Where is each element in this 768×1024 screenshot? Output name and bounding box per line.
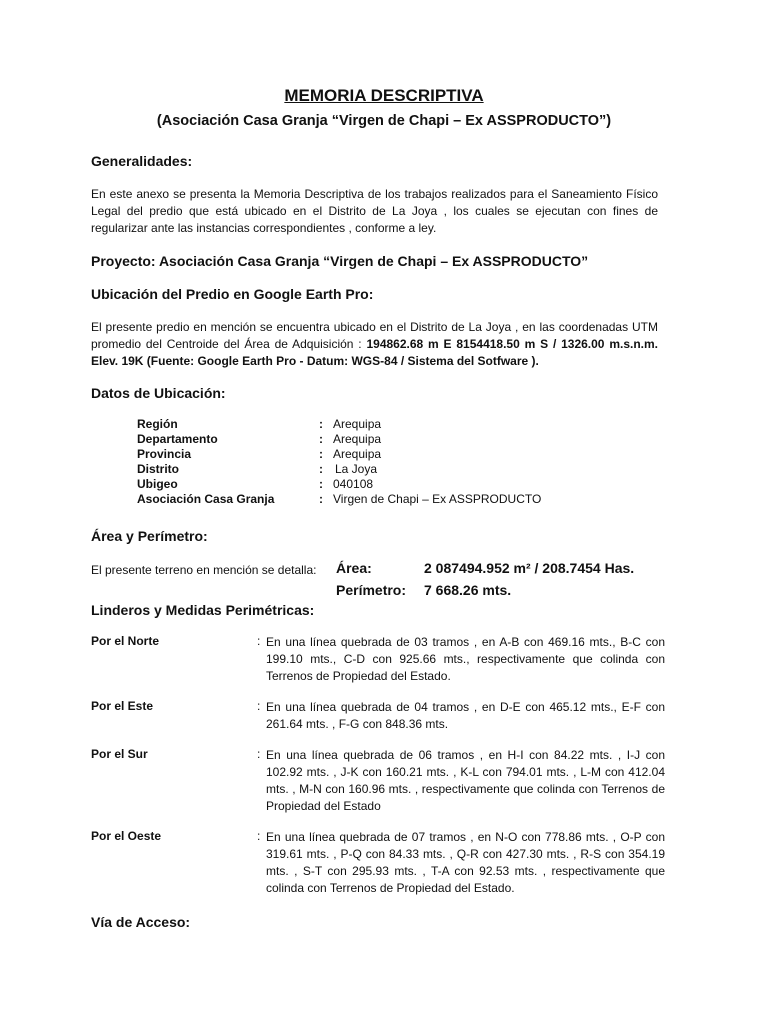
ubicacion-coordinates: 194862.68 m E 8154418.50 m S / 1326.00 m.s.n.m. Elev. 19K (Fuente: Google Earth Pro - Datum: WGS-84 / Sistema del Sotfware ). — [91, 337, 658, 368]
ubicacion-heading: Ubicación del Predio en Google Earth Pro: — [91, 286, 374, 302]
lindero-colon: : — [257, 699, 261, 713]
datos-colon: : — [319, 477, 323, 491]
datos-key: Distrito — [137, 462, 179, 476]
lindero-este-value: En una línea quebrada de 04 tramos , en D-E con 465.12 mts., E-F con 261.64 mts. , F-G con 848.36 mts. — [266, 700, 665, 731]
datos-value: 040108 — [333, 477, 374, 491]
datos-colon: : — [319, 462, 323, 476]
proyecto-heading: Proyecto: Asociación Casa Granja “Virgen de Chapi – Ex ASSPRODUCTO” — [91, 253, 589, 269]
datos-value: Arequipa — [333, 447, 382, 461]
datos-row-asociacion — [137, 492, 637, 507]
datos-colon: : — [319, 492, 323, 506]
datos-row-ubigeo — [137, 477, 637, 492]
area-label: Área: — [336, 560, 372, 576]
perimetro-label: Perímetro: — [336, 582, 407, 598]
area-heading: Área y Perímetro: — [91, 528, 208, 544]
datos-key: Región — [137, 417, 178, 431]
lindero-norte-key: Por el Norte — [91, 634, 160, 648]
datos-colon: : — [319, 417, 323, 431]
generalidades-heading: Generalidades: — [91, 153, 193, 169]
datos-row-departamento — [137, 432, 637, 447]
ubicacion-text — [91, 319, 658, 370]
lindero-sur-value: En una línea quebrada de 06 tramos , en H-I con 84.22 mts. , I-J con 102.92 mts. , J-K con 160.21 mts. , K-L con 794.01 mts. , L-M con 412.04 mts. , M-N con 160.96 mts. , respectivamente que colinda con Terrenos de Propiedad del Estado — [266, 748, 665, 813]
datos-value: Arequipa — [333, 417, 382, 431]
datos-value: Virgen de Chapi – Ex ASSPRODUCTO — [333, 492, 542, 506]
lindero-este-key: Por el Este — [91, 699, 154, 713]
lindero-sur-key: Por el Sur — [91, 747, 148, 761]
datos-value: La Joya — [335, 462, 378, 476]
linderos-heading: Linderos y Medidas Perimétricas: — [91, 602, 315, 618]
datos-row-provincia — [137, 447, 637, 462]
datos-key: Asociación Casa Granja — [137, 492, 275, 506]
datos-colon: : — [319, 432, 323, 446]
datos-heading: Datos de Ubicación: — [91, 385, 226, 401]
lindero-norte-value: En una línea quebrada de 03 tramos , en A-B con 469.16 mts., B-C con 199.10 mts., C-D con 925.66 mts., respectivamente que colinda con Terrenos de Propiedad del Estado. — [266, 635, 665, 683]
datos-key: Provincia — [137, 447, 192, 461]
document-title: MEMORIA DESCRIPTIVA — [284, 86, 484, 105]
generalidades-text: En este anexo se presenta la Memoria Descriptiva de los trabajos realizados para el Saneamiento Físico Legal del predio que está ubicado en el Distrito de La Joya , los cuales se ejecutan con fines de regularizar ante las instancias correspondientes , conforme a ley. — [91, 187, 658, 235]
document-subtitle: (Asociación Casa Granja “Virgen de Chapi – Ex ASSPRODUCTO”) — [156, 113, 612, 129]
area-intro: El presente terreno en mención se detalla: — [91, 563, 317, 577]
lindero-colon: : — [257, 829, 261, 843]
via-acceso-heading: Vía de Acceso: — [91, 914, 191, 930]
ubicacion-text-plain: El presente predio en mención se encuentra ubicado en el Distrito de La Joya , en las coordenadas UTM promedio del Centroide del Área de Adquisición : — [91, 320, 658, 351]
datos-key: Ubigeo — [137, 477, 178, 491]
lindero-oeste-value: En una línea quebrada de 07 tramos , en N-O con 778.86 mts. , O-P con 319.61 mts. , P-Q con 84.33 mts. , Q-R con 427.30 mts. , R-S con 354.19 mts. , S-T con 295.93 mts. , T-A con 92.53 mts. , respectivamente que colinda con Terrenos de Propiedad del Estado. — [266, 830, 665, 895]
area-value: 2 087494.952 m² / 208.7454 Has. — [424, 560, 635, 576]
datos-row-region — [137, 417, 637, 432]
datos-key: Departamento — [137, 432, 218, 446]
datos-row-distrito — [137, 462, 637, 477]
datos-colon: : — [319, 447, 323, 461]
lindero-colon: : — [257, 634, 261, 648]
lindero-colon: : — [257, 747, 261, 761]
datos-value: Arequipa — [333, 432, 382, 446]
perimetro-value: 7 668.26 mts. — [424, 582, 512, 598]
lindero-oeste-key: Por el Oeste — [91, 829, 162, 843]
